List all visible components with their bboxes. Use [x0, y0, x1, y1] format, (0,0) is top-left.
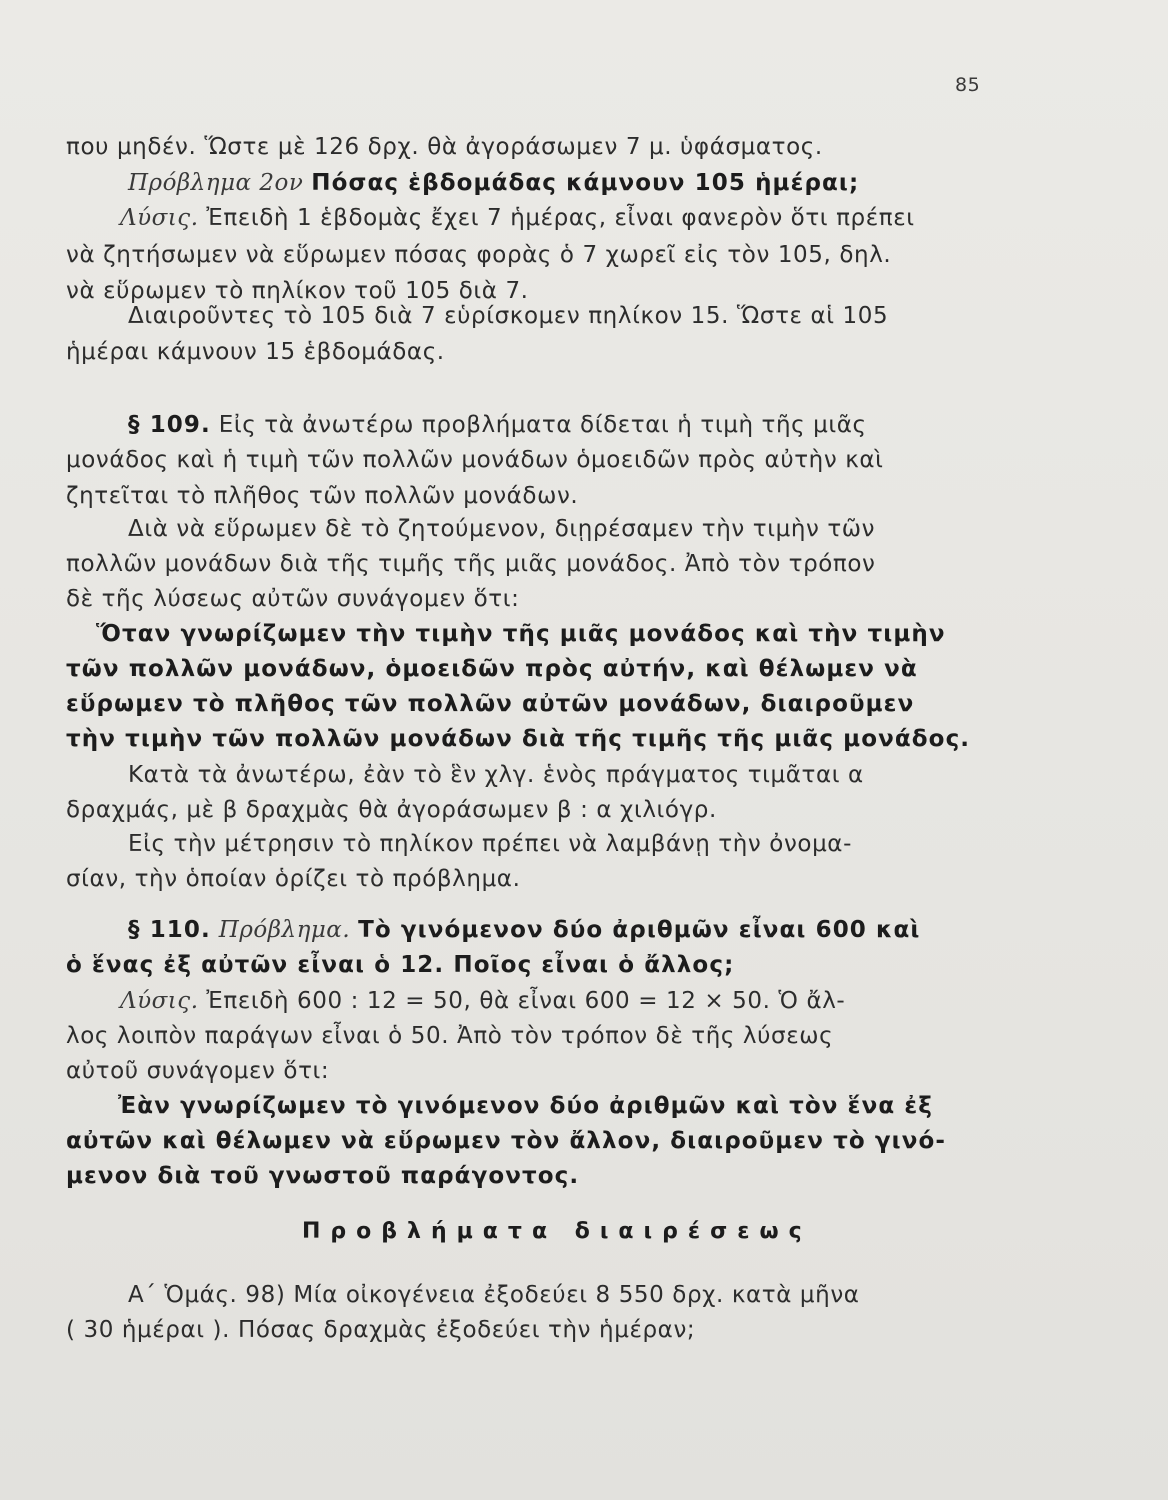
bold-text: τὴν τιμὴν τῶν πολλῶν μονάδων διὰ τῆς τιμῆς τῆς μιᾶς μονάδος. [66, 726, 971, 752]
text-line [128, 915, 920, 945]
text-line [128, 829, 852, 859]
line-text [211, 917, 219, 943]
text-line [66, 724, 970, 754]
line-text: ἡμέραι κάμνουν 15 ἑβδομάδας. [66, 339, 445, 365]
bold-text: Ἐὰν γνωρίζωμεν τὸ γινόμενον δύο ἀριθμῶν καὶ τὸν ἕνα ἐξ [118, 1093, 933, 1119]
line-text: νὰ ζητήσωμεν νὰ εὕρωμεν πόσας φορὰς ὁ 7 χωρεῖ εἰς τὸν 105, δηλ. [66, 242, 892, 268]
bold-text: Τὸ γινόμενον δύο ἀριθμῶν εἶναι 600 καὶ [358, 917, 921, 943]
line-text: Διαιροῦντες τὸ 105 διὰ 7 εὑρίσκομεν πηλίκον 15. Ὥστε αἱ 105 [128, 303, 889, 329]
line-text: σίαν, τὴν ὁποίαν ὁρίζει τὸ πρόβλημα. [66, 866, 521, 892]
line-text: Ἐπειδὴ 600 : 12 = 50, θὰ εἶναι 600 = 12 × 50. Ὁ ἄλ- [198, 988, 846, 1014]
line-text: πολλῶν μονάδων διὰ τῆς τιμῆς τῆς μιᾶς μονάδος. Ἀπὸ τὸν τρόπον [66, 551, 876, 577]
section-heading: Προβλήματα διαιρέσεως [302, 1219, 812, 1244]
text-line [66, 864, 520, 894]
line-text: Εἰς τὰ ἀνωτέρω προβλήματα δίδεται ἡ τιμὴ τῆς μιᾶς [210, 412, 867, 438]
line-text: δραχμάς, μὲ β δραχμὰς θὰ ἀγοράσωμεν β : α χιλιόγρ. [66, 797, 717, 823]
bold-text: αὐτῶν καὶ θέλωμεν νὰ εὕρωμεν τὸν ἄλλον, διαιροῦμεν τὸ γινό- [66, 1128, 947, 1154]
text-line [128, 168, 859, 198]
text-line [66, 1021, 833, 1051]
text-line [128, 760, 864, 790]
bold-text: § 109. [128, 412, 211, 438]
text-line [66, 132, 823, 162]
page-number: 85 [955, 74, 981, 96]
bold-text: τῶν πολλῶν μονάδων, ὁμοειδῶν πρὸς αὐτήν, καὶ θέλωμεν νὰ [66, 656, 918, 682]
bold-text: ὁ ἕνας ἐξ αὐτῶν εἶναι ὁ 12. Ποῖος εἶναι ὁ ἄλλος; [66, 952, 735, 978]
text-line [66, 950, 734, 980]
text-line [118, 1091, 933, 1121]
text-line [120, 986, 845, 1016]
bold-text: εὕρωμεν τὸ πλῆθος τῶν πολλῶν αὐτῶν μονάδων, διαιροῦμεν [66, 691, 915, 717]
line-text: Κατὰ τὰ ἀνωτέρω, ἐὰν τὸ ἓν χλγ. ἑνὸς πράγματος τιμᾶται α [128, 762, 864, 788]
line-text: που μηδέν. Ὥστε μὲ 126 δρχ. θὰ ἀγοράσωμεν 7 μ. ὑφάσματος. [66, 134, 823, 160]
text-line [66, 1315, 695, 1345]
line-text: Εἰς τὴν μέτρησιν τὸ πηλίκον πρέπει νὰ λαμβάνῃ τὴν ὀνομα- [128, 831, 852, 857]
text-line [66, 689, 914, 719]
text-line [66, 795, 717, 825]
text-line [66, 654, 918, 684]
line-text: Ἐπειδὴ 1 ἑβδομὰς ἔχει 7 ἡμέρας, εἶναι φανερὸν ὅτι πρέπει [198, 205, 915, 231]
text-line [66, 584, 519, 614]
bold-text: Πόσας ἑβδομάδας κάμνουν 105 ἡμέραι; [311, 170, 860, 196]
text-line [128, 410, 867, 440]
line-text: λος λοιπὸν παράγων εἶναι ὁ 50. Ἀπὸ τὸν τρόπον δὲ τῆς λύσεως [66, 1023, 834, 1049]
line-text: αὐτοῦ συνάγομεν ὅτι: [66, 1058, 330, 1084]
italic-text: Πρόβλημα. [218, 917, 351, 943]
text-line [128, 514, 875, 544]
bold-text: μενον διὰ τοῦ γνωστοῦ παράγοντος. [66, 1163, 580, 1189]
text-line [120, 203, 915, 233]
line-text: ζητεῖται τὸ πλῆθος τῶν πολλῶν μονάδων. [66, 483, 579, 509]
italic-text: Λύσις. [120, 988, 199, 1014]
italic-text: Λύσις. [120, 205, 199, 231]
line-text: μονάδος καὶ ἡ τιμὴ τῶν πολλῶν μονάδων ὁμοειδῶν πρὸς αὐτὴν καὶ [66, 447, 884, 473]
line-text: ( 30 ἡμέραι ). Πόσας δραχμὰς ἐξοδεύει τὴν ἡμέραν; [66, 1317, 696, 1343]
line-text: δὲ τῆς λύσεως αὐτῶν συνάγομεν ὅτι: [66, 586, 520, 612]
line-text [350, 917, 358, 943]
line-text: Α΄ Ὁμάς. 98) Μία οἰκογένεια ἐξοδεύει 8 550 δρχ. κατὰ μῆνα [128, 1282, 860, 1308]
italic-text: Πρόβλημα 2ον [128, 170, 304, 196]
line-text: νὰ εὕρωμεν τὸ πηλίκον τοῦ 105 διὰ 7. [66, 278, 529, 304]
line-text: Διὰ νὰ εὕρωμεν δὲ τὸ ζητούμενον, διῃρέσαμεν τὴν τιμὴν τῶν [128, 516, 876, 542]
text-line [96, 619, 946, 649]
text-line [66, 481, 578, 511]
text-line [66, 1126, 946, 1156]
text-line [66, 1161, 579, 1191]
text-line [128, 301, 888, 331]
text-line [66, 445, 884, 475]
text-line [66, 1056, 329, 1086]
bold-text: § 110. [128, 917, 211, 943]
text-line [66, 240, 891, 270]
text-line [66, 549, 876, 579]
text-line [128, 1280, 860, 1310]
text-line [66, 337, 445, 367]
bold-text: Ὅταν γνωρίζωμεν τὴν τιμὴν τῆς μιᾶς μονάδος καὶ τὴν τιμὴν [96, 621, 946, 647]
